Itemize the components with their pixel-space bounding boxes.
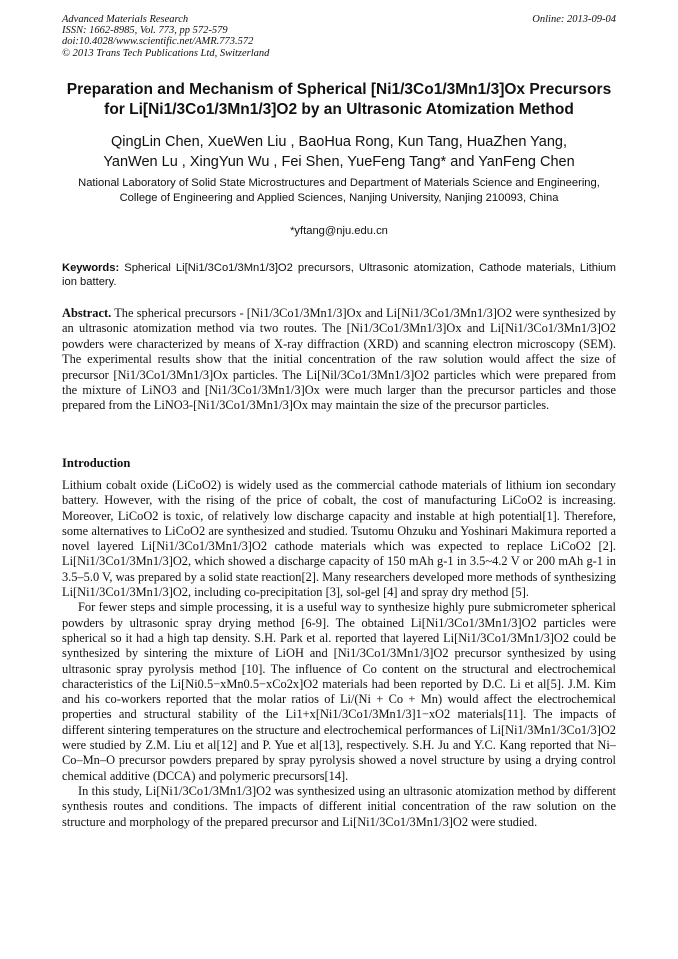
- keywords-text: Spherical Li[Ni1/3Co1/3Mn1/3]O2 precursors, Ultrasonic atomization, Cathode materials, Lithium ion battery.: [62, 262, 616, 288]
- corresponding-email: *yftang@nju.edu.cn: [290, 225, 388, 237]
- authors-line-1: QingLin Chen, XueWen Liu , BaoHua Rong, Kun Tang, HuaZhen Yang,: [111, 134, 567, 150]
- running-header: [62, 14, 616, 59]
- journal-name: Advanced Materials Research: [62, 14, 189, 25]
- abstract: [62, 306, 616, 414]
- issn-line: ISSN: 1662-8985, Vol. 773, pp 572-579: [62, 25, 228, 37]
- paragraph: Lithium cobalt oxide (LiCoO2) is widely used as the commercial cathode materials of lithium ion secondary battery. However, with the rising of the price of cobalt, the cost of manufacturing LiCoO2 is increasing. Moreover, LiCoO2 is toxic, of relatively low discharge capacity and instable at high potential[1]. Therefore, some alternatives to LiCoO2 are synthesized and studied. Tsutomu Ohzuku and Yoshinari Makimura reported a novel layered Li[Ni1/3Co1/3Mn1/3]O2 cathode materials which was expected to replace LiCoO2 [2]. Li[Ni1/3Co1/3Mn1/3]O2, which showed a discharge capacity of 150 mAh g-1 in 3.5~4.2 V or 200 mAh g-1 in 3.5–5.0 V, was prepared by a solid state reaction[2]. Many researchers developed more methods of synthesizing Li[Ni1/3Co1/3Mn1/3]O2, including co-precipitation [3], sol-gel [4] and spray dry method [5].: [62, 478, 616, 600]
- abstract-text: The spherical precursors - [Ni1/3Co1/3Mn1/3]Ox and Li[Ni1/3Co1/3Mn1/3]O2 were synthesized by an ultrasonic atomization method via two routes. The [Ni1/3Co1/3Mn1/3]Ox and Li[Ni1/3Co1/3Mn1/3]O2 powders were characterized by means of X-ray diffraction (XRD) and scanning electron microscopy (SEM). The experimental results show that the initial concentration of the raw solution would affect the size of precursor [Ni1/3Co1/3Mn1/3]Ox particles. The Li[Nil/3Co1/3Mn1/3]O2 particles which were prepared from the mixture of LiNO3 and [Ni1/3Co1/3Mn1/3]Ox were much larger than the precursor particles and those prepared from the LiNO3-[Ni1/3Co1/3Mn1/3]Ox may maintain the size of the precursor particles.: [62, 306, 616, 413]
- title-line-2: for Li[Ni1/3Co1/3Mn1/3]O2 by an Ultrasonic Atomization Method: [104, 100, 574, 118]
- online-date: Online: 2013-09-04: [532, 14, 616, 25]
- abstract-label: Abstract.: [62, 306, 112, 320]
- paragraph: In this study, Li[Ni1/3Co1/3Mn1/3]O2 was synthesized using an ultrasonic atomization method by different synthesis routes and conditions. The impacts of different initial concentration of the raw solution on the structure and morphology of the prepared precursor and Li[Ni1/3Co1/3Mn1/3]O2 were studied.: [62, 783, 616, 829]
- keywords: [62, 261, 616, 289]
- author-list: [40, 132, 638, 172]
- copyright-line: © 2013 Trans Tech Publications Ltd, Switzerland: [62, 47, 270, 59]
- keywords-label: Keywords:: [62, 262, 120, 274]
- title-line-1: Preparation and Mechanism of Spherical [Ni1/3Co1/3Mn1/3]Ox Precursors: [66, 81, 612, 98]
- affiliation: National Laboratory of Solid State Microstructures and Department of Materials Science and Engineering, College of Engineering and Applied Sciences, Nanjing University, Nanjing 210093, China: [78, 177, 600, 204]
- authors-line-2: YanWen Lu , XingYun Wu , Fei Shen, YueFeng Tang* and YanFeng Chen: [103, 154, 575, 170]
- paragraph: For fewer steps and simple processing, it is a useful way to synthesize highly pure submicrometer spherical powders by ultrasonic spray drying method [6-9]. The obtained Li[Ni1/3Co1/3Mn1/3]O2 particles were spherical so it had a high tap density. S.H. Park et al. reported that layered Li[Ni1/3Co1/3Mn1/3]O2 could be synthesized by sintering the mixture of LiOH and [Ni1/3Co1/3Mn1/3]O2 precursor synthesized by using ultrasonic spray pyrolysis method [10]. The influence of Co content on the structural and electrochemical characteristics of the Li[Ni0.5−xMn0.5−xCo2x]O2 materials had been reported by D.C. Li et al[5]. J.M. Kim and his co-workers reported that the molar ratios of Li/(Ni + Co + Mn) would affect the electrochemical properties and structural stability of the Li1+x[Ni1/3Co1/3Mn1/3]1−xO2 materials[11]. The impacts of different sintering temperatures on the structure and electrochemical performances of Li[Ni1/3Mn1/3Co1/3]O2 were studied by Z.M. Liu et al[12] and P. Yue et al[13], respectively. S.H. Ju and Y.C. Kang reported that Ni–Co–Mn–O precursor powders prepared by spray pyrolysis showed a novel structure by using a drying control chemical additive (DCCA) and polymeric precursors[14].: [62, 600, 616, 783]
- paper-title: [40, 80, 638, 119]
- doi-line: doi:10.4028/www.scientific.net/AMR.773.572: [62, 36, 254, 48]
- section-heading-introduction: Introduction: [62, 456, 131, 470]
- introduction-body: [62, 478, 616, 830]
